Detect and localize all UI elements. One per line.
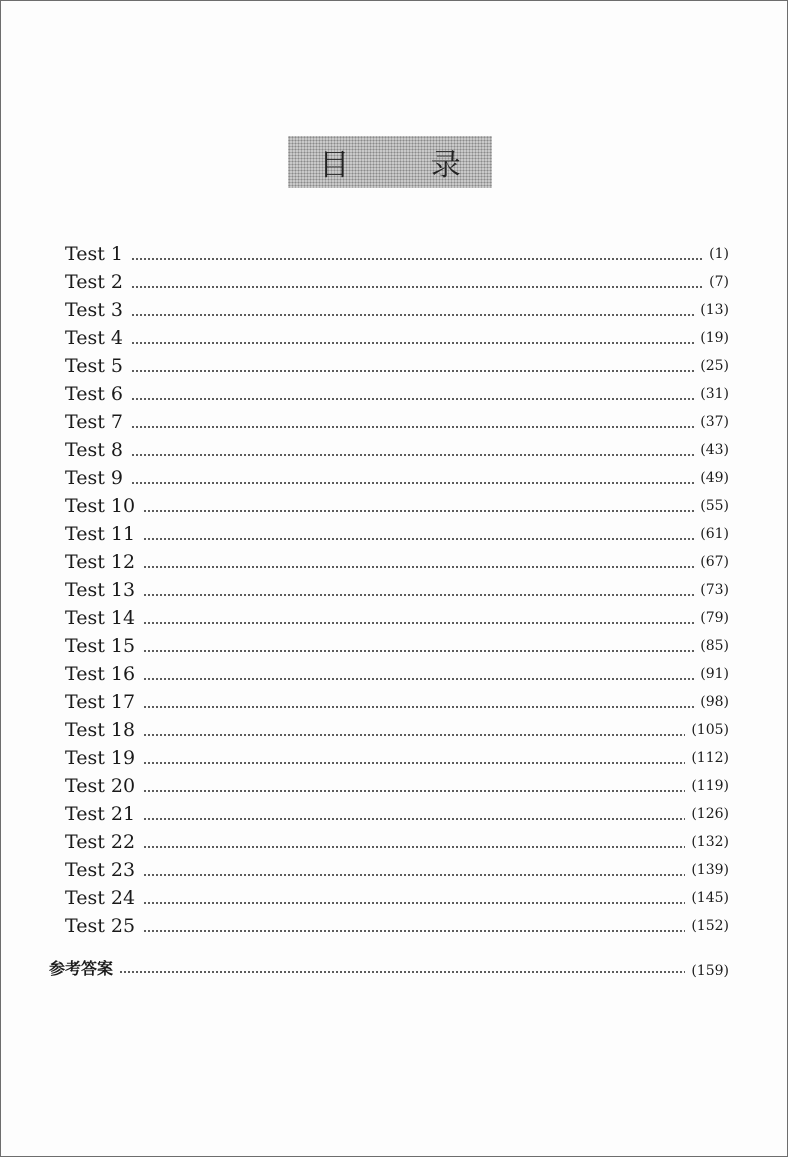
toc-entry-label: Test 3 bbox=[65, 299, 123, 321]
toc-entry bbox=[65, 854, 729, 882]
toc-entry-page: (13) bbox=[700, 302, 729, 318]
toc-entry-page: (145) bbox=[691, 890, 729, 906]
toc-entry bbox=[65, 266, 729, 294]
leader-dots bbox=[131, 314, 694, 316]
toc-entry-label: 参考答案 bbox=[49, 959, 114, 978]
toc-entry bbox=[65, 602, 729, 630]
toc-entry-answers bbox=[49, 956, 729, 979]
toc-entry bbox=[65, 658, 729, 686]
toc-entry bbox=[65, 518, 729, 546]
toc-entry-page: (19) bbox=[700, 330, 729, 346]
toc-entry-page: (37) bbox=[700, 414, 729, 430]
toc-entry bbox=[65, 770, 729, 798]
toc-entry-label: Test 15 bbox=[65, 635, 136, 657]
toc-entry-label: Test 18 bbox=[65, 719, 136, 741]
toc-entry bbox=[65, 798, 729, 826]
toc-entry-page: (85) bbox=[700, 638, 729, 654]
leader-dots bbox=[143, 538, 694, 540]
leader-dots bbox=[143, 706, 694, 708]
toc-entry-page: (152) bbox=[691, 918, 729, 934]
leader-dots bbox=[143, 762, 685, 764]
leader-dots bbox=[143, 650, 694, 652]
leader-dots bbox=[131, 286, 703, 288]
leader-dots bbox=[143, 510, 694, 512]
toc-entry-page: (91) bbox=[700, 666, 729, 682]
toc-entry-label: Test 11 bbox=[65, 523, 136, 545]
leader-dots bbox=[131, 426, 694, 428]
toc-entry-label: Test 17 bbox=[65, 691, 136, 713]
toc-entry bbox=[65, 826, 729, 854]
leader-dots bbox=[143, 818, 685, 820]
toc-entry-label: Test 1 bbox=[65, 243, 123, 265]
page-title: 目 录 bbox=[319, 148, 497, 183]
leader-dots bbox=[143, 846, 685, 848]
leader-dots bbox=[143, 734, 685, 736]
toc-entry bbox=[65, 910, 729, 938]
toc-entry bbox=[65, 490, 729, 518]
toc-entry-label: Test 2 bbox=[65, 271, 123, 293]
toc-entry-label: Test 24 bbox=[65, 887, 136, 909]
toc-entry-page: (61) bbox=[700, 526, 729, 542]
toc-entry-page: (98) bbox=[700, 694, 729, 710]
toc-entry-page: (7) bbox=[709, 274, 729, 290]
toc-entry bbox=[65, 406, 729, 434]
leader-dots bbox=[143, 874, 685, 876]
toc-entry-page: (132) bbox=[691, 834, 729, 850]
leader-dots bbox=[131, 482, 694, 484]
toc-entry-label: Test 20 bbox=[65, 775, 136, 797]
toc-entry-label: Test 10 bbox=[65, 495, 136, 517]
toc-entry-page: (43) bbox=[700, 442, 729, 458]
toc-entry bbox=[65, 322, 729, 350]
leader-dots bbox=[143, 930, 685, 932]
leader-dots bbox=[131, 370, 694, 372]
toc-entry bbox=[65, 574, 729, 602]
toc-entry-label: Test 12 bbox=[65, 551, 136, 573]
toc-entry bbox=[65, 742, 729, 770]
toc-entry-label: Test 4 bbox=[65, 327, 123, 349]
leader-dots bbox=[131, 342, 694, 344]
toc-entry-page: (126) bbox=[691, 806, 729, 822]
toc-entry-page: (139) bbox=[691, 862, 729, 878]
leader-dots bbox=[131, 398, 694, 400]
toc-entry-label: Test 23 bbox=[65, 859, 136, 881]
leader-dots bbox=[131, 258, 703, 260]
toc-entry-label: Test 13 bbox=[65, 579, 136, 601]
title-banner bbox=[288, 136, 497, 188]
toc-entry-page: (55) bbox=[700, 498, 729, 514]
toc-entry-label: Test 19 bbox=[65, 747, 136, 769]
toc-entry bbox=[65, 294, 729, 322]
toc-entry bbox=[65, 714, 729, 742]
toc-entry-label: Test 16 bbox=[65, 663, 136, 685]
toc-entry-page: (159) bbox=[691, 963, 729, 979]
toc-entry bbox=[65, 546, 729, 574]
leader-dots bbox=[131, 454, 694, 456]
toc-entry-page: (25) bbox=[700, 358, 729, 374]
toc-entry-label: Test 5 bbox=[65, 355, 123, 377]
toc-entry bbox=[65, 882, 729, 910]
leader-dots bbox=[143, 902, 685, 904]
leader-dots bbox=[143, 622, 694, 624]
toc-entry-page: (105) bbox=[691, 722, 729, 738]
toc-entry bbox=[65, 434, 729, 462]
leader-dots bbox=[143, 790, 685, 792]
toc-entry-label: Test 7 bbox=[65, 411, 123, 433]
leader-dots bbox=[143, 678, 694, 680]
toc-entry bbox=[65, 238, 729, 266]
toc-entry-label: Test 6 bbox=[65, 383, 123, 405]
toc-entry-page: (31) bbox=[700, 386, 729, 402]
toc-entry bbox=[65, 462, 729, 490]
toc-entry-page: (67) bbox=[700, 554, 729, 570]
toc-entry-page: (49) bbox=[700, 470, 729, 486]
toc-entry-page: (119) bbox=[691, 778, 729, 794]
toc-entry-label: Test 8 bbox=[65, 439, 123, 461]
leader-dots bbox=[119, 971, 685, 973]
table-of-contents bbox=[65, 238, 729, 938]
toc-entry-label: Test 9 bbox=[65, 467, 123, 489]
toc-entry-label: Test 21 bbox=[65, 803, 136, 825]
toc-entry-label: Test 25 bbox=[65, 915, 136, 937]
toc-entry-label: Test 14 bbox=[65, 607, 136, 629]
toc-entry-label: Test 22 bbox=[65, 831, 136, 853]
leader-dots bbox=[143, 594, 694, 596]
toc-entry-page: (112) bbox=[691, 750, 729, 766]
toc-entry-page: (79) bbox=[700, 610, 729, 626]
toc-entry-page: (73) bbox=[700, 582, 729, 598]
toc-entry-page: (1) bbox=[709, 246, 729, 262]
toc-entry bbox=[65, 350, 729, 378]
toc-entry bbox=[65, 686, 729, 714]
toc-entry bbox=[65, 630, 729, 658]
toc-entry bbox=[65, 378, 729, 406]
leader-dots bbox=[143, 566, 694, 568]
